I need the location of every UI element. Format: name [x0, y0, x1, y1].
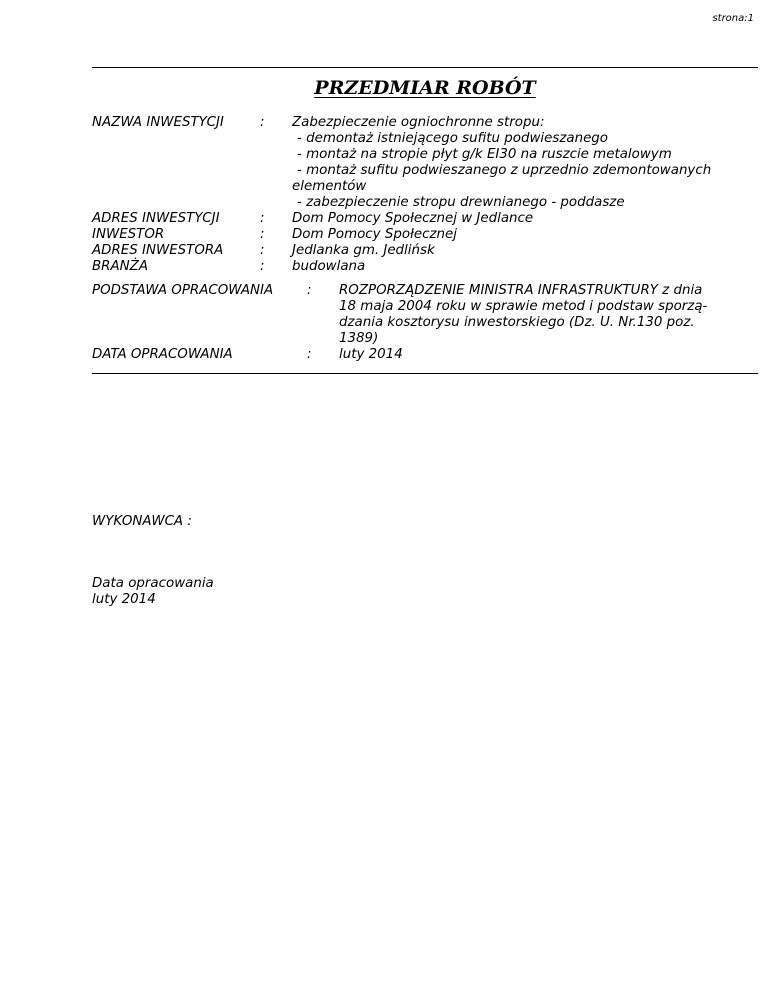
- investment-name-value: [292, 115, 711, 211]
- investor-colon: :: [260, 227, 265, 242]
- investment-line: - montaż na stropie płyt g/k EI30 na ruszcie metalowym: [297, 147, 672, 162]
- investment-line: elementów: [292, 179, 367, 194]
- basis-line: 18 maja 2004 roku w sprawie metod i podstaw sporzą-: [339, 299, 708, 314]
- prep-date-colon: :: [307, 347, 312, 362]
- investment-line: Zabezpieczenie ogniochronne stropu:: [292, 115, 545, 130]
- top-rule: [92, 67, 758, 68]
- basis-line: dzania kosztorysu inwestorskiego (Dz. U. Nr.130 poz.: [339, 315, 695, 330]
- investor-value: Dom Pomocy Społecznej: [292, 227, 457, 242]
- investment-name-colon: :: [260, 115, 265, 130]
- basis-line: ROZPORZĄDZENIE MINISTRA INFRASTRUKTURY z dnia: [339, 283, 703, 298]
- investor-address-colon: :: [260, 243, 265, 258]
- investment-address-label: ADRES INWESTYCJI: [92, 211, 220, 226]
- investment-name-label: NAZWA INWESTYCJI: [92, 115, 224, 130]
- investment-line: - zabezpieczenie stropu drewnianego - poddasze: [297, 195, 625, 210]
- prep-date-label: DATA OPRACOWANIA: [92, 347, 233, 362]
- basis-line: 1389): [339, 331, 379, 346]
- prep-date-value: luty 2014: [339, 347, 403, 362]
- basis-value: [339, 283, 707, 347]
- investor-label: INWESTOR: [92, 227, 165, 242]
- investment-address-colon: :: [260, 211, 265, 226]
- branch-colon: :: [260, 259, 265, 274]
- document-title: PRZEDMIAR ROBÓT: [314, 77, 536, 99]
- page-number: strona:1: [712, 13, 754, 24]
- branch-label: BRANŻA: [92, 259, 149, 274]
- footer-date-value: luty 2014: [92, 592, 156, 607]
- branch-value: budowlana: [292, 259, 366, 274]
- investment-address-value: Dom Pomocy Społecznej w Jedlance: [292, 211, 534, 226]
- investment-line: - demontaż istniejącego sufitu podwieszanego: [297, 131, 608, 146]
- investor-address-value: Jedlanka gm. Jedlińsk: [292, 243, 435, 258]
- investment-line: - montaż sufitu podwieszanego z uprzednio zdemontowanych: [297, 163, 712, 178]
- basis-label: PODSTAWA OPRACOWANIA: [92, 283, 274, 298]
- contractor-label: WYKONAWCA :: [92, 514, 192, 529]
- basis-colon: :: [307, 283, 312, 298]
- footer-date-label: Data opracowania: [92, 576, 214, 591]
- bottom-rule: [92, 373, 758, 374]
- investor-address-label: ADRES INWESTORA: [92, 243, 224, 258]
